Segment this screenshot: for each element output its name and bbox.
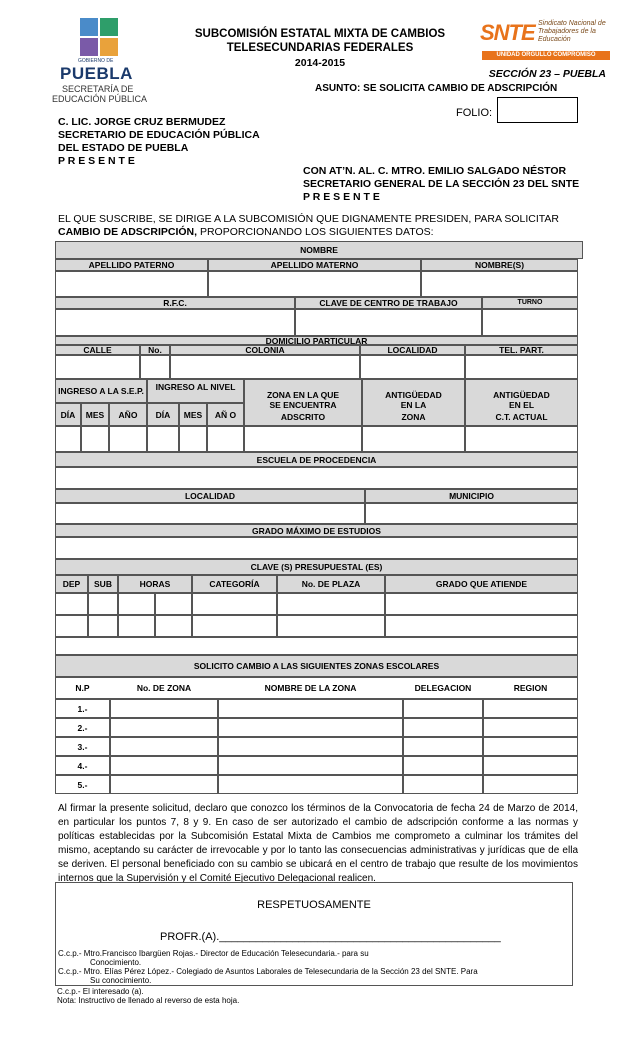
calle-header: CALLE: [55, 345, 140, 355]
recipient-line: DEL ESTADO DE PUEBLA: [58, 142, 189, 154]
recipient-block: [58, 116, 260, 168]
recipient-line: C. LIC. JORGE CRUZ BERMUDEZ: [58, 116, 226, 128]
clave-centro-field[interactable]: [295, 309, 482, 336]
ccp-line: C.c.p.- Mtro. Elías Pérez López.- Colegiado de Asuntos Laborales de Telesecundaria de la Sección 23 del SNTE. Para: [58, 967, 478, 976]
zona-encuentra-label: ZONA EN LA QUE SE ENCUENTRA: [266, 389, 340, 410]
no-plaza-field[interactable]: [277, 615, 385, 637]
tel-header: TEL. PART.: [465, 345, 578, 355]
numero-field[interactable]: [140, 355, 170, 379]
date-field[interactable]: [81, 426, 109, 452]
ingreso-sep-header: INGRESO A LA S.E.P.: [55, 379, 147, 403]
dep-field[interactable]: [55, 593, 88, 615]
np-cell: 4.-: [55, 756, 110, 775]
ccp-line: Su conocimiento.: [90, 976, 152, 985]
horas-field[interactable]: [118, 593, 155, 615]
nombres-header: NOMBRE(S): [421, 259, 578, 271]
horas-field[interactable]: [118, 615, 155, 637]
date-field[interactable]: [207, 426, 244, 452]
declaration-paragraph: Al firmar la presente solicitud, declaro que conozco los términos de la Convocatoria de fecha 24 de Marzo de 2014, en particular los puntos 7, 8 y 9. En caso de ser autorizado el cambio de adscripción conforme a las normas y políticas establecidas por la Subcomisión Estatal Mixta de Cambios me comprometo a culminar los trámites del mismo, aceptando su carácter de irrevocable y por lo tanto las consecuencias administrativas y jurídicas que de ella se deriven. El personal beneficiado con su cambio se ubicará en el centro de trabajo que resulte de los movimientos internos que la Supervisión y el Comité Ejecutivo Delegacional realicen.: [58, 803, 578, 884]
no-zona-field[interactable]: [110, 775, 218, 794]
categoria-field[interactable]: [192, 593, 277, 615]
no-zona-field[interactable]: [110, 718, 218, 737]
antiguedad-zona-field[interactable]: [362, 426, 465, 452]
localidad2-field[interactable]: [55, 503, 365, 524]
region-field[interactable]: [483, 699, 578, 718]
snte-motto: UNIDAD ORGULLO COMPROMISO: [482, 51, 610, 60]
profr-signature-line[interactable]: PROFR.(A).______________________________________________: [160, 931, 501, 943]
municipio-header: MUNICIPIO: [365, 489, 578, 503]
folio-label: FOLIO:: [456, 107, 493, 119]
intro-text-2: PROPORCIONANDO LOS SIGUIENTES DATOS:: [197, 226, 434, 238]
localidad2-header: LOCALIDAD: [55, 489, 365, 503]
nombre-zona-field[interactable]: [218, 737, 403, 756]
region-field[interactable]: [483, 756, 578, 775]
apellido-materno-field[interactable]: [208, 271, 421, 297]
snte-wordmark: SNTE: [480, 20, 535, 45]
recipient-line: P R E S E N T E: [58, 155, 135, 167]
folio-field[interactable]: [497, 97, 578, 123]
ct-actual-label: C.T. ACTUAL: [495, 411, 548, 422]
intro-paragraph: [58, 213, 583, 239]
no-plaza-header: No. DE PLAZA: [277, 575, 385, 593]
anio-header: AÑO: [109, 403, 147, 426]
title-year: 2014-2015: [294, 57, 346, 69]
horas-header: HORAS: [118, 575, 192, 593]
nombre-header: NOMBRE: [55, 241, 583, 259]
apellido-paterno-field[interactable]: [55, 271, 208, 297]
colonia-header: COLONIA: [170, 345, 360, 355]
np-cell: 2.-: [55, 718, 110, 737]
grado-estudios-field[interactable]: [55, 537, 578, 559]
dia-nivel-header: DÍA: [147, 403, 179, 426]
domicilio-header: DOMICILIO PARTICULAR: [55, 336, 578, 345]
mes-header: MES: [81, 403, 109, 426]
grado-estudios-header: GRADO MÁXIMO DE ESTUDIOS: [55, 524, 578, 537]
rfc-header: R.F.C.: [55, 297, 295, 309]
dep-field[interactable]: [55, 615, 88, 637]
region-header: REGION: [513, 683, 548, 693]
turno-field[interactable]: [482, 309, 578, 336]
antiguedad-ct-header: [465, 379, 578, 426]
gobierno-label: GOBIERNO DE: [78, 58, 114, 64]
mes-nivel-header: MES: [179, 403, 207, 426]
localidad-field[interactable]: [360, 355, 465, 379]
intro-text: EL QUE SUSCRIBE, SE DIRIGE A LA SUBCOMISIÓN QUE DIGNAMENTE PRESIDEN, PARA SOLICITAR: [58, 213, 560, 225]
snte-fullname: Sindicato Nacional de Trabajadores de la Educación: [538, 20, 606, 43]
title-line1: SUBCOMISIÓN ESTATAL MIXTA DE CAMBIOS: [194, 28, 446, 40]
no-plaza-field[interactable]: [277, 593, 385, 615]
puebla-logo: [52, 18, 152, 104]
intro-bold: CAMBIO DE ADSCRIPCIÓN,: [58, 226, 198, 238]
region-field[interactable]: [483, 718, 578, 737]
attention-line: P R E S E N T E: [303, 191, 380, 203]
region-field[interactable]: [483, 737, 578, 756]
secretaria-line1: SECRETARÍA DE: [62, 84, 134, 94]
asunto-line: ASUNTO: SE SOLICITA CAMBIO DE ADSCRIPCIÓN: [315, 83, 558, 94]
calle-field[interactable]: [55, 355, 140, 379]
solicito-header: SOLICITO CAMBIO A LAS SIGUIENTES ZONAS ESCOLARES: [55, 655, 578, 677]
dep-header: DEP: [55, 575, 88, 593]
date-field[interactable]: [109, 426, 147, 452]
no-zona-field[interactable]: [110, 756, 218, 775]
no-zona-header: No. DE ZONA: [136, 683, 192, 693]
delegacion-field[interactable]: [403, 699, 483, 718]
escuela-procedencia-header: ESCUELA DE PROCEDENCIA: [55, 452, 578, 467]
nombre-zona-field[interactable]: [218, 718, 403, 737]
nombres-field[interactable]: [421, 271, 578, 297]
date-field[interactable]: [179, 426, 207, 452]
nota-line: Nota: Instructivo de llenado al reverso de esta hoja.: [57, 996, 240, 1005]
municipio-field[interactable]: [365, 503, 578, 524]
delegacion-field[interactable]: [403, 775, 483, 794]
ccp-line: C.c.p.- Mtro.Francisco Ibargüen Rojas.- Director de Educación Telesecundaria.- para su: [58, 949, 369, 958]
blank-row[interactable]: [55, 637, 578, 655]
attention-line: CON AT’N. AL. C. MTRO. EMILIO SALGADO NÉSTOR: [303, 165, 567, 177]
rfc-field[interactable]: [55, 309, 295, 336]
delegacion-field[interactable]: [403, 718, 483, 737]
snte-logo: [476, 18, 612, 68]
turno-header: TURNO: [482, 297, 578, 309]
dia-header: DÍA: [55, 403, 81, 426]
attention-block: [303, 165, 579, 204]
ccp-line: C.c.p.- El interesado (a).: [57, 987, 144, 996]
np-cell: 1.-: [55, 699, 110, 718]
respetuosamente-label: RESPETUOSAMENTE: [257, 899, 371, 911]
nombre-zona-header: NOMBRE DE LA ZONA: [264, 683, 357, 693]
puebla-logo-squares: [76, 18, 124, 58]
nombre-zona-field[interactable]: [218, 699, 403, 718]
delegacion-header: DELEGACION: [414, 683, 472, 693]
zona-label: ZONA: [401, 411, 426, 422]
apellido-paterno-header: APELLIDO PATERNO: [55, 259, 208, 271]
numero-header: No.: [140, 345, 170, 355]
date-field[interactable]: [55, 426, 81, 452]
sub-field[interactable]: [88, 593, 118, 615]
np-header: N.P: [75, 683, 90, 693]
np-cell: 5.-: [55, 775, 110, 794]
np-cell: 3.-: [55, 737, 110, 756]
sub-header: SUB: [88, 575, 118, 593]
categoria-header: CATEGORÍA: [192, 575, 277, 593]
no-zona-field[interactable]: [110, 699, 218, 718]
apellido-materno-header: APELLIDO MATERNO: [208, 259, 421, 271]
ingreso-nivel-header: INGRESO AL NIVEL: [147, 379, 244, 403]
adscrito-label: ADSCRITO: [280, 411, 326, 422]
delegacion-field[interactable]: [403, 756, 483, 775]
localidad-header: LOCALIDAD: [360, 345, 465, 355]
date-field[interactable]: [147, 426, 179, 452]
antiguedad-zona-label: ANTIGÜEDAD EN LA: [385, 389, 442, 410]
anio-nivel-header: AÑ O: [207, 403, 244, 426]
sub-field[interactable]: [88, 615, 118, 637]
puebla-wordmark: PUEBLA: [60, 64, 133, 83]
escuela-procedencia-field[interactable]: [55, 467, 578, 489]
clave-presupuestal-header: CLAVE (S) PRESUPUESTAL (ES): [55, 559, 578, 575]
categoria-field[interactable]: [192, 615, 277, 637]
grado-atiende-header: GRADO QUE ATIENDE: [385, 575, 578, 593]
grado-atiende-field[interactable]: [385, 593, 578, 615]
seccion-label: SECCIÓN 23 – PUEBLA: [488, 68, 606, 80]
antiguedad-ct-label: ANTIGÜEDAD EN EL: [493, 389, 550, 410]
title-line2: TELESECUNDARIAS FEDERALES: [226, 42, 414, 54]
delegacion-field[interactable]: [403, 737, 483, 756]
nombre-zona-field[interactable]: [218, 756, 403, 775]
no-zona-field[interactable]: [110, 737, 218, 756]
ccp-line: Conocimiento.: [90, 958, 142, 967]
recipient-line: SECRETARIO DE EDUCACIÓN PÚBLICA: [58, 129, 260, 141]
clave-centro-header: CLAVE DE CENTRO DE TRABAJO: [295, 297, 482, 309]
region-field[interactable]: [483, 775, 578, 794]
horas-field[interactable]: [155, 593, 192, 615]
grado-atiende-field[interactable]: [385, 615, 578, 637]
antiguedad-zona-header: [362, 379, 465, 426]
tel-field[interactable]: [465, 355, 578, 379]
attention-line: SECRETARIO GENERAL DE LA SECCIÓN 23 DEL SNTE: [303, 178, 580, 190]
horas-field[interactable]: [155, 615, 192, 637]
antiguedad-ct-field[interactable]: [465, 426, 578, 452]
secretaria-line2: EDUCACIÓN PÚBLICA: [52, 94, 148, 104]
nombre-zona-field[interactable]: [218, 775, 403, 794]
colonia-field[interactable]: [170, 355, 360, 379]
zona-encuentra-header: [244, 379, 362, 426]
signature-box: [55, 882, 573, 986]
zona-encuentra-field[interactable]: [244, 426, 362, 452]
